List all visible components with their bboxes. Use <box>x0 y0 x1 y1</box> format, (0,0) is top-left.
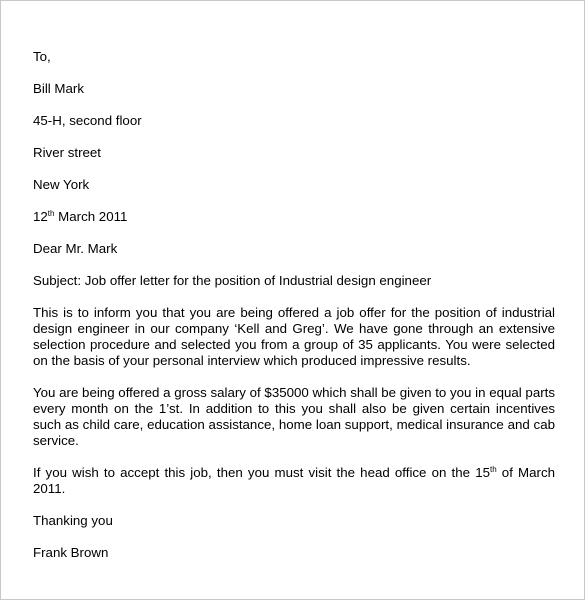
acceptance-suffix: th <box>489 465 497 474</box>
greeting: Dear Mr. Mark <box>33 241 118 256</box>
closing: Thanking you <box>33 513 113 528</box>
date-rest: March 2011 <box>54 209 128 224</box>
address-city: New York <box>33 177 90 192</box>
paragraph-acceptance <box>33 465 555 497</box>
acceptance-after: of March 2011. <box>33 465 555 496</box>
acceptance-before: If you wish to accept this job, then you must visit the head office on the 15 <box>33 465 490 480</box>
address-line-2: River street <box>33 145 101 160</box>
to-line: To, <box>33 49 51 64</box>
paragraph-offer: This is to inform you that you are being offered a job offer for the position of industrial design engineer in our company ‘Kell and Greg’. We have gone through an extensive selection procedure and selected you from a group of 35 applicants. You were selected on the basis of your personal interview which produced impressive results. <box>33 305 555 368</box>
date-day: 12 <box>33 209 48 224</box>
letter-date <box>33 209 555 225</box>
address-line-1: 45-H, second floor <box>33 113 142 128</box>
subject-line: Subject: Job offer letter for the position of Industrial design engineer <box>33 273 432 288</box>
signature: Frank Brown <box>33 545 109 560</box>
recipient-name: Bill Mark <box>33 81 84 96</box>
date-suffix: th <box>47 209 55 218</box>
letter-body <box>33 49 555 577</box>
paragraph-salary: You are being offered a gross salary of $35000 which shall be given to you in equal parts every month on the 1’st. In addition to this you shall also be given certain incentives such as child care, education assistance, home loan support, medical insurance and cab service. <box>33 385 555 448</box>
